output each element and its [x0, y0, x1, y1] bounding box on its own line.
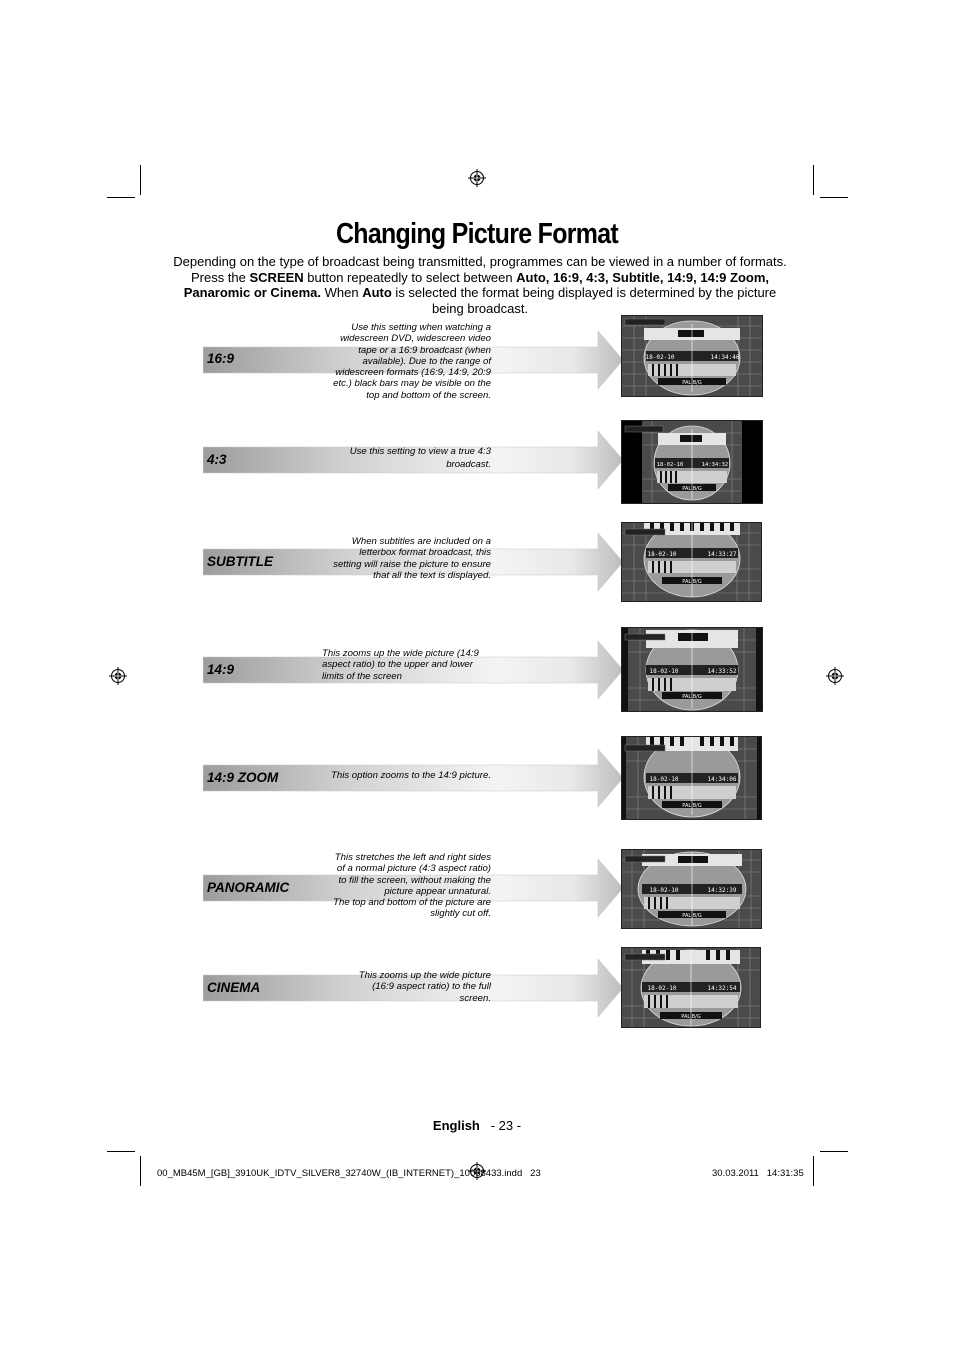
desc-line: top and bottom of the screen.: [366, 389, 491, 401]
screen-time: 14:33:52: [707, 668, 737, 675]
intro-line: being broadcast.: [431, 300, 529, 316]
crop-mark: [140, 165, 141, 195]
mode-label-16-9: 16:9: [207, 351, 235, 366]
screen-date: 18-02-10: [645, 354, 675, 361]
desc-line: This zooms up the wide picture: [358, 970, 491, 981]
crop-mark: [107, 1151, 135, 1152]
intro-text: button repeatedly to select between: [303, 269, 517, 285]
mode-label-14-9-zoom: 14:9 ZOOM: [207, 770, 279, 785]
desc-line: widescreen DVD, widescreen video: [340, 333, 491, 345]
registration-mark-icon: [109, 667, 127, 685]
desc-line: The top and bottom of the picture are: [333, 897, 491, 909]
screen-time: 14:32:54: [707, 985, 737, 992]
screen-time: 14:32:39: [707, 887, 737, 894]
page-footer: [0, 1118, 954, 1133]
desc-line: of a normal picture (4:3 aspect ratio): [336, 863, 491, 875]
mode-description: [318, 322, 491, 401]
screen-system: PAL B/G: [682, 803, 702, 809]
desc-line: that all the text is displayed.: [373, 569, 491, 581]
test-card-image: [621, 315, 763, 397]
screen-time: 14:34:46: [710, 354, 740, 361]
test-card-image: [621, 522, 762, 602]
crop-mark: [107, 197, 135, 198]
screen-button-name: SCREEN: [249, 269, 304, 285]
screen-date: 18-02-10: [649, 776, 679, 783]
auto-option: Auto: [362, 285, 392, 301]
screen-date: 18-02-10: [649, 668, 679, 675]
desc-line: (16:9 aspect ratio) to the full: [372, 981, 491, 993]
mode-description: [318, 852, 491, 920]
desc-line: widescreen formats (16:9, 14:9, 20:9: [335, 367, 491, 379]
mode-label-14-9: 14:9: [207, 662, 235, 677]
desc-line: slightly cut off.: [430, 908, 491, 920]
mode-description: [318, 970, 491, 1004]
desc-line: aspect ratio) to the upper and lower: [322, 659, 473, 671]
screen-date: 18-02-10: [647, 985, 677, 992]
screen-date: 18-02-10: [647, 551, 677, 558]
registration-mark-icon: [826, 667, 844, 685]
desc-line: This zooms up the wide picture (14:9: [322, 648, 479, 659]
crop-mark: [813, 165, 814, 195]
mode-label-cinema: CINEMA: [207, 980, 261, 995]
mode-description: [318, 770, 491, 781]
desc-line: letterbox format broadcast, this: [359, 547, 491, 559]
screen-system: PAL B/G: [682, 380, 702, 386]
mode-description: [322, 648, 495, 682]
test-card-image: [621, 849, 762, 929]
print-slug-file: 00_MB45M_[GB]_3910UK_IDTV_SILVER8_32740W_(IB_INTERNET)_10068433.indd 23: [157, 1168, 541, 1179]
mode-description: [318, 445, 491, 471]
footer-language: English: [432, 1118, 480, 1133]
screen-system: PAL B/G: [682, 486, 702, 492]
desc-line: broadcast.: [446, 459, 491, 470]
screen-date: 18-02-10: [649, 887, 679, 894]
intro-text: When: [321, 285, 363, 301]
page-number: - 23 -: [490, 1118, 522, 1133]
screen-date: 18-02-10: [656, 462, 684, 468]
desc-line: When subtitles are included on a: [351, 536, 491, 547]
crop-mark: [140, 1156, 141, 1186]
desc-line: Use this setting when watching a: [351, 322, 491, 333]
test-card-image: [621, 627, 763, 712]
desc-line: Use this setting to view a true 4:3: [349, 446, 491, 457]
screen-system: PAL B/G: [682, 579, 702, 585]
screen-system: PAL B/G: [682, 694, 702, 700]
crop-mark: [813, 1156, 814, 1186]
desc-line: etc.) black bars may be visible on the: [333, 378, 491, 390]
intro-text: is selected the format being displayed is determined by the picture: [391, 285, 777, 301]
test-card-image: [621, 420, 763, 504]
mode-label-4-3: 4:3: [207, 452, 227, 467]
screen-system: PAL B/G: [681, 1014, 701, 1020]
screen-time: 14:34:32: [701, 462, 729, 468]
desc-line: screen.: [459, 992, 491, 1004]
page-title: Changing Picture Format: [335, 218, 619, 250]
crop-mark: [820, 1151, 848, 1152]
mode-label-subtitle: SUBTITLE: [207, 554, 273, 569]
mode-label-panoramic: PANORAMIC: [207, 880, 290, 895]
desc-line: tape or a 16:9 broadcast (when: [358, 344, 491, 356]
screen-system: PAL B/G: [682, 913, 702, 919]
desc-line: limits of the screen: [322, 670, 402, 682]
format-options: Auto, 16:9, 4:3, Subtitle, 14:9, 14:9 Zoom,: [516, 269, 770, 285]
format-options: Panaromic or Cinema.: [183, 285, 322, 301]
test-card-image: [621, 736, 762, 820]
registration-mark-icon: [468, 169, 486, 187]
screen-time: 14:34:06: [707, 776, 737, 783]
desc-line: This stretches the left and right sides: [334, 852, 491, 863]
test-card-image: [621, 947, 761, 1028]
desc-line: setting will raise the picture to ensure: [333, 558, 491, 570]
desc-line: picture appear unnatural.: [384, 885, 491, 897]
desc-line: to fill the screen, without making the: [338, 874, 491, 886]
desc-line: This option zooms to the 14:9 picture.: [331, 770, 491, 781]
desc-line: available). Due to the range of: [362, 355, 491, 367]
intro-text: Press the: [190, 269, 250, 285]
screen-time: 14:33:27: [707, 551, 737, 558]
crop-mark: [820, 197, 848, 198]
mode-description: [318, 536, 491, 581]
print-slug-date: 30.03.2011 14:31:35: [712, 1168, 804, 1179]
intro-paragraph: [170, 254, 790, 316]
intro-line: Depending on the type of broadcast being transmitted, programmes can be viewed in a number of formats.: [173, 254, 787, 269]
